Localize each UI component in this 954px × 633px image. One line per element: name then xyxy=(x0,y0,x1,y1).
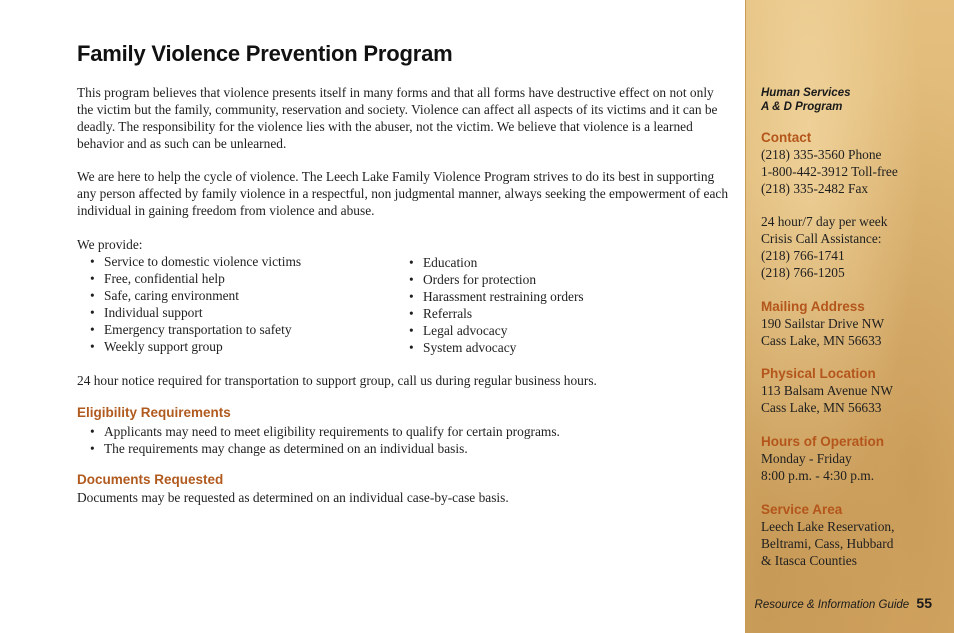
address-line: Cass Lake, MN 56633 xyxy=(761,333,882,348)
service-area-section xyxy=(761,501,951,569)
hours-line: Monday - Friday xyxy=(761,451,852,466)
provide-intro: We provide: xyxy=(77,237,143,252)
program-line: A & D Program xyxy=(761,101,843,113)
crisis-line: 24 hour/7 day per week xyxy=(761,214,888,229)
services-list-right xyxy=(409,254,584,356)
hours-line: 8:00 p.m. - 4:30 p.m. xyxy=(761,468,875,483)
phone-number: (218) 335-3560 Phone xyxy=(761,147,882,162)
list-item: • System advocacy xyxy=(409,339,584,356)
crisis-phone: (218) 766-1205 xyxy=(761,265,845,280)
address-line: Cass Lake, MN 56633 xyxy=(761,400,882,415)
list-item: • Weekly support group xyxy=(90,338,301,355)
list-item: • The requirements may change as determined on an individual basis. xyxy=(90,440,560,457)
hours-heading: Hours of Operation xyxy=(761,434,885,449)
list-item: • Education xyxy=(409,254,584,271)
list-item: • Free, confidential help xyxy=(90,270,301,287)
eligibility-heading: Eligibility Requirements xyxy=(77,405,231,420)
toll-free-number: 1-800-442-3912 Toll-free xyxy=(761,164,898,179)
page-number: 55 xyxy=(916,595,932,611)
hours-section xyxy=(761,433,951,484)
list-item: • Emergency transportation to safety xyxy=(90,321,301,338)
info-sidebar xyxy=(745,0,954,633)
area-line: Beltrami, Cass, Hubbard xyxy=(761,536,894,551)
transport-notice: 24 hour notice required for transportation to support group, call us during regular business hours. xyxy=(77,373,597,388)
guide-label: Resource & Information Guide xyxy=(754,599,910,611)
documents-text: Documents may be requested as determined on an individual case-by-case basis. xyxy=(77,490,509,505)
list-item: • Legal advocacy xyxy=(409,322,584,339)
physical-location-section xyxy=(761,365,951,416)
page-title: Family Violence Prevention Program xyxy=(77,41,453,66)
list-item: • Individual support xyxy=(90,304,301,321)
address-line: 190 Sailstar Drive NW xyxy=(761,316,885,331)
page-footer xyxy=(755,595,932,611)
contact-section xyxy=(761,129,951,197)
contact-heading: Contact xyxy=(761,130,812,145)
crisis-phone: (218) 766-1741 xyxy=(761,248,845,263)
address-line: 113 Balsam Avenue NW xyxy=(761,383,894,398)
list-item: • Referrals xyxy=(409,305,584,322)
list-item: • Service to domestic violence victims xyxy=(90,253,301,270)
intro-paragraph: This program believes that violence presents itself in many forms and that all forms have destructive effect on not only the victim but the family, community, reservation and society. Violence can affect all aspects of its victims and it can be deadly. The responsibility for the violence lies with the abuser, not the victim. We believe that violence is a learned behavior and as such can be unlearned. xyxy=(77,85,718,151)
program-name xyxy=(761,86,951,114)
area-line: & Itasca Counties xyxy=(761,553,857,568)
crisis-line: Crisis Call Assistance: xyxy=(761,231,882,246)
list-item: • Safe, caring environment xyxy=(90,287,301,304)
list-item: • Orders for protection xyxy=(409,271,584,288)
list-item: • Applicants may need to meet eligibility requirements to qualify for certain programs. xyxy=(90,423,560,440)
service-area-heading: Service Area xyxy=(761,502,843,517)
documents-heading: Documents Requested xyxy=(77,472,224,487)
program-line: Human Services xyxy=(761,87,851,99)
services-list-left xyxy=(90,253,301,355)
physical-heading: Physical Location xyxy=(761,366,876,381)
mission-paragraph: We are here to help the cycle of violence. The Leech Lake Family Violence Program strives to do its best in supporting any person affected by family violence in a respectful, non judgmental manner, always seeking the empowerment of each individual in gaining freedom from violence and abuse. xyxy=(77,169,729,218)
list-item: • Harassment restraining orders xyxy=(409,288,584,305)
fax-number: (218) 335-2482 Fax xyxy=(761,181,869,196)
eligibility-list xyxy=(90,423,560,457)
area-line: Leech Lake Reservation, xyxy=(761,519,895,534)
crisis-section xyxy=(761,213,951,281)
mailing-heading: Mailing Address xyxy=(761,299,865,314)
mailing-address-section xyxy=(761,298,951,349)
